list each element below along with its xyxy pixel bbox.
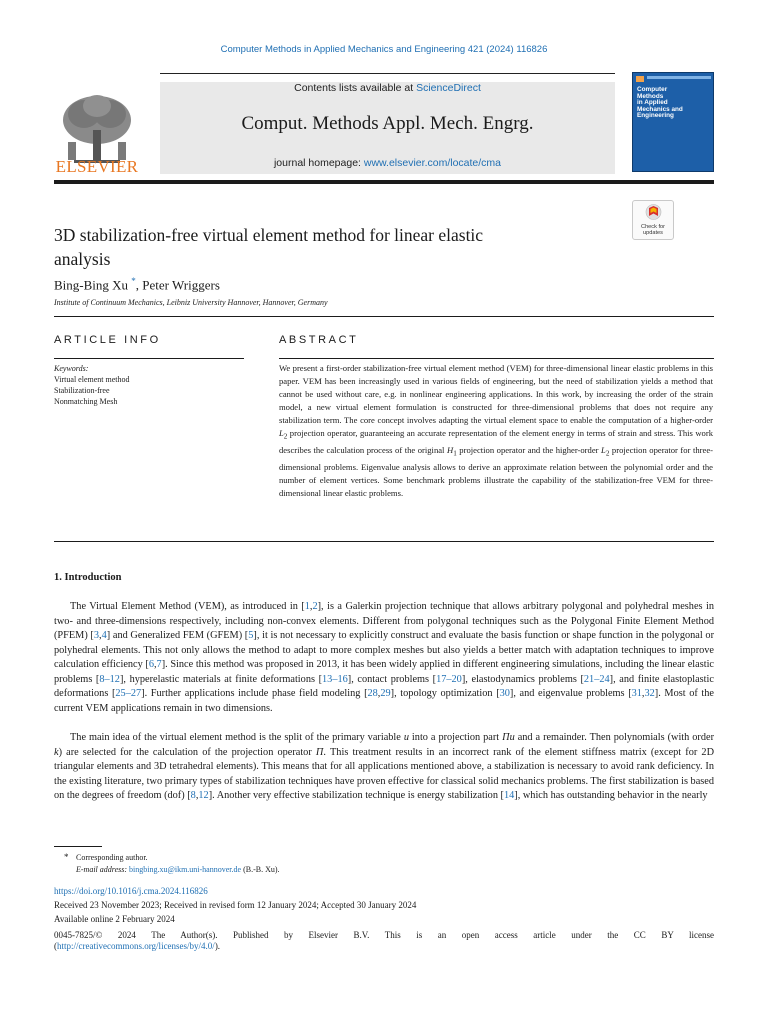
- abstract-heading: ABSTRACT: [279, 334, 359, 346]
- citation-ref-link[interactable]: 4: [101, 630, 107, 642]
- paragraph-text-run: ] and Generalized FEM (GFEM) [: [106, 630, 249, 642]
- abstract-end-rule: [54, 541, 714, 542]
- abstract-text-run: We present a first-order stabilization-free virtual element method (VEM) for three-dimensional linear elastic problems in this paper. VEM has been increasingly used in various fields of engineering, but the need of stabilization yields a method that cannot be used without care, e.g. in nonlinear engineering applications. In this work, by increasing the order of the strain model, a new virtual element formulation is constructed for three-dimensional problems that does not require any stabilization term. The core concept involves adapting the virtual element space to enable the computation of a higher-order: [279, 363, 713, 426]
- author-name[interactable]: , Peter Wriggers: [135, 277, 220, 293]
- math-symbol: H: [446, 445, 454, 456]
- citation-ref-link[interactable]: 2: [312, 601, 318, 612]
- citation-ref-link[interactable]: 13–16: [322, 673, 348, 685]
- journal-cover-thumbnail[interactable]: [632, 72, 714, 172]
- contents-prefix: Contents lists available at: [294, 82, 417, 94]
- article-info-heading: ARTICLE INFO: [54, 334, 161, 346]
- cover-band: [647, 76, 711, 79]
- keyword-item: Nonmatching Mesh: [54, 397, 118, 406]
- footnote-star: *: [64, 852, 69, 862]
- citation-ref-link[interactable]: 1: [304, 601, 310, 612]
- license-paren: ).: [214, 941, 221, 951]
- citation-ref-link[interactable]: 17–20: [436, 673, 462, 685]
- citation-ref-link[interactable]: 21–24: [583, 673, 610, 685]
- journal-homepage: [160, 157, 615, 169]
- keywords-label: Keywords:: [54, 364, 89, 373]
- paragraph-text-run: and a remainder. Then polynomials (with order: [514, 732, 715, 743]
- footnote-rule: [54, 846, 102, 847]
- paragraph-text-run: ], it is not necessary to explicitly construct and evaluate the basis function or shape function in the polygonal or polyhedral elements. This not only allows the method to adapt to more complex meshes but also yields a better match with adaptation techniques to improve calculation efficiency [: [54, 630, 714, 671]
- math-variable: Πu: [502, 732, 515, 743]
- email-suffix: (B.-B. Xu).: [241, 865, 280, 874]
- license-url-line: [54, 941, 220, 951]
- author-name[interactable]: Bing-Bing Xu: [54, 277, 129, 293]
- license-link[interactable]: http://creativecommons.org/licenses/by/4.0/: [57, 941, 215, 951]
- paragraph-text-run: ]. Further applications include phase field modeling [: [141, 688, 368, 700]
- cover-logo-icon: [636, 76, 644, 82]
- check-for-updates-button[interactable]: [632, 200, 674, 240]
- paragraph-text-run: . This treatment results in an incorrect rank of the element stiffness matrix (except for 2D triangular elements and 3D tetrahedral elements). This means that for all applications mentioned above, a stabilization is necessary to avoid rank deficiency. In the existing literature, two primary types of stabilization techniques have proven effective for classical solid mechanics problems. The first stabilization is based on the degrees of freedom (dof) [: [54, 746, 714, 802]
- journal-title: Comput. Methods Appl. Mech. Engrg.: [241, 113, 534, 134]
- cover-title-line: Methods: [637, 92, 664, 100]
- citation-ref-link[interactable]: 30: [499, 688, 510, 700]
- math-symbol: L: [601, 445, 606, 456]
- cover-title-line: Mechanics and: [637, 105, 683, 113]
- math-subscript: 1: [453, 450, 457, 458]
- abstract-text-run: projection operator and the higher-order: [456, 445, 602, 456]
- abstract-text-run: projection operator, guaranteeing an accurate representation of the element energy in terms of strain and stress. This work describes the calculation process of the original: [279, 428, 713, 456]
- check-updates-label: [633, 224, 673, 236]
- homepage-prefix: journal homepage:: [273, 157, 364, 169]
- citation-ref-link[interactable]: 12: [198, 790, 209, 802]
- intro-paragraph-2: [54, 731, 714, 804]
- author-affiliation: Institute of Continuum Mechanics, Leibniz University Hannover, Hannover, Germany: [54, 298, 328, 307]
- paragraph-text-run: ,: [377, 688, 381, 700]
- math-subscript: 2: [283, 433, 288, 442]
- math-variable: k: [54, 746, 59, 758]
- contents-availability: [160, 82, 615, 94]
- received-dates: Received 23 November 2023; Received in revised form 12 January 2024; Accepted 30 January 2024: [54, 900, 417, 910]
- article-info-rule: [54, 358, 244, 359]
- paper-title-line1: 3D stabilization-free virtual element method for linear elastic: [54, 225, 484, 245]
- check-updates-line1: Check for: [641, 224, 665, 230]
- paragraph-text-run: ]. Most of the current VEM applications remain in two dimensions.: [54, 688, 714, 714]
- math-subscript: 2: [605, 450, 610, 458]
- paper-title-line2: analysis: [54, 249, 111, 269]
- paragraph-text-run: ,: [153, 659, 157, 671]
- email-label: E-mail address:: [76, 865, 128, 874]
- doi-link[interactable]: [54, 886, 714, 896]
- citation-ref-link[interactable]: 8: [190, 790, 196, 802]
- paragraph-text-run: ,: [99, 630, 102, 642]
- citation-ref-link[interactable]: 8–12: [99, 673, 120, 685]
- keyword-item: Virtual element method: [54, 375, 130, 384]
- paragraph-text-run: ], and eigenvalue problems [: [509, 688, 632, 700]
- cover-title-line: Engineering: [637, 112, 674, 120]
- corresponding-author-note: Corresponding author.: [76, 853, 148, 862]
- paragraph-text-run: ], is a Galerkin projection technique that allows arbitrary polygonal and polyhedral meshes in two- and three-dimensions respectively, including non-convex elements. Different from polygonal techniques such as the Polygonal Finite Element Method (PFEM) [: [54, 601, 714, 642]
- sciencedirect-link[interactable]: ScienceDirect: [416, 82, 481, 94]
- paragraph-text-run: ], and finite elastoplastic deformations [: [54, 673, 714, 700]
- section-divider: [54, 316, 714, 317]
- citation-ref-link[interactable]: 25–27: [115, 688, 142, 700]
- paper-title: [54, 223, 614, 271]
- citation-ref-link[interactable]: 29: [380, 688, 391, 700]
- paragraph-text-run: ,: [195, 790, 199, 802]
- paragraph-text-run: ], hyperelastic materials at finite deformations [: [119, 673, 323, 685]
- available-online: Available online 2 February 2024: [54, 914, 175, 924]
- paragraph-text-run: ], contact problems [: [347, 673, 437, 685]
- author-list: [54, 276, 220, 293]
- math-variable: u: [403, 732, 409, 743]
- doi-text[interactable]: https://doi.org/10.1016/j.cma.2024.116826: [54, 886, 208, 896]
- cover-title-line: Computer: [637, 86, 668, 93]
- abstract-rule: [279, 358, 714, 359]
- citation-ref-link[interactable]: 28: [367, 688, 378, 700]
- paragraph-text-run: ]. Since this method was proposed in 2013, it has been widely applied in different engineering simulations, including the linear elastic problems [: [54, 659, 714, 685]
- math-variable: Π: [315, 746, 324, 758]
- citation-ref-link[interactable]: 3: [93, 630, 100, 642]
- license-statement: 0045-7825/© 2024 The Author(s). Published by Elsevier B.V. This is an open access article under the CC BY license: [54, 930, 714, 940]
- license-paren: (: [54, 941, 57, 951]
- bookmark-badge-icon: [645, 204, 662, 223]
- abstract-body: [279, 362, 713, 500]
- paragraph-text-run: ,: [641, 688, 645, 700]
- paragraph-text-run: ], topology optimization [: [390, 688, 500, 700]
- citation-ref-link[interactable]: 7: [156, 659, 162, 671]
- paragraph-text-run: ], elastodynamics problems [: [461, 673, 584, 685]
- check-updates-line2: updates: [643, 230, 663, 237]
- citation-ref-link[interactable]: 32: [644, 688, 655, 700]
- section-heading-introduction: 1. Introduction: [54, 572, 122, 583]
- cover-title-line: in Applied: [637, 99, 668, 107]
- corresponding-author-mark[interactable]: *: [131, 276, 136, 286]
- paragraph-text-run: ) are selected for the calculation of the projection operator: [58, 746, 316, 758]
- paragraph-text-run: The Virtual Element Method (VEM), as introduced in [: [70, 601, 305, 612]
- math-symbol: L: [279, 428, 284, 439]
- masthead-bottom-rule: [54, 180, 714, 184]
- cover-title: [637, 87, 713, 120]
- citation-ref-link[interactable]: 6: [148, 659, 154, 671]
- paragraph-text-run: ]. Another very effective stabilization technique is energy stabilization [: [208, 790, 504, 802]
- intro-paragraph-1: [54, 600, 714, 716]
- homepage-link[interactable]: www.elsevier.com/locate/cma: [363, 157, 502, 169]
- keyword-item: Stabilization-free: [54, 386, 110, 395]
- paragraph-text-run: into a projection part: [408, 732, 503, 743]
- paragraph-text-run: ,: [309, 601, 313, 612]
- paragraph-text-run: The main idea of the virtual element method is the split of the primary variable: [70, 732, 404, 743]
- abstract-text-run: projection operator for three-dimensional problems. Eigenvalue analysis allows to derive an approximate relation between the polynomial order and the number of element vertices. Some benchmark problems illustrate the capability of the stabilization-free VEM for three-dimensional linear elastic problems.: [279, 445, 714, 499]
- journal-citation[interactable]: Computer Methods in Applied Mechanics and Engineering 421 (2024) 116826: [220, 44, 548, 55]
- citation-ref-link[interactable]: 31: [631, 688, 642, 700]
- citation-ref-link[interactable]: 14: [503, 790, 515, 802]
- masthead-top-rule: [160, 73, 615, 74]
- email-link[interactable]: bingbing.xu@ikm.uni-hannover.de: [129, 865, 242, 874]
- email-footnote: [76, 865, 280, 874]
- citation-ref-link[interactable]: 5: [248, 630, 254, 642]
- elsevier-wordmark[interactable]: ELSEVIER: [55, 157, 139, 176]
- paragraph-text-run: ], which has outstanding behavior in the nearly: [514, 790, 708, 802]
